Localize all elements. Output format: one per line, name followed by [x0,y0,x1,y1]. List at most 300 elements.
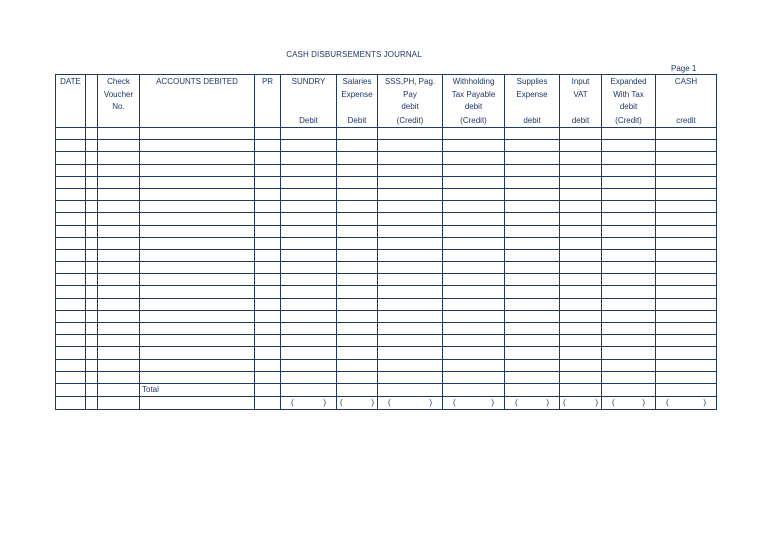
table-cell[interactable] [560,310,602,322]
table-cell[interactable] [255,286,281,298]
table-cell[interactable] [602,310,656,322]
table-cell[interactable] [560,298,602,310]
table-cell[interactable] [56,298,86,310]
table-cell[interactable] [443,152,505,164]
table-cell[interactable] [281,310,337,322]
table-cell[interactable] [255,397,281,409]
table-cell[interactable] [98,298,140,310]
table-cell[interactable] [56,237,86,249]
table-cell[interactable] [98,274,140,286]
table-cell[interactable] [140,371,255,383]
table-cell[interactable] [560,128,602,140]
table-cell[interactable] [505,201,560,213]
table-cell[interactable] [378,140,443,152]
table-cell[interactable] [98,140,140,152]
table-cell[interactable] [602,274,656,286]
table-cell[interactable] [140,225,255,237]
table-cell[interactable] [560,201,602,213]
table-cell[interactable] [140,397,255,409]
table-cell[interactable] [602,323,656,335]
table-cell[interactable] [443,188,505,200]
table-cell[interactable] [560,188,602,200]
table-cell[interactable] [656,347,717,359]
table-cell[interactable] [86,397,98,409]
table-cell[interactable] [443,237,505,249]
table-cell[interactable] [337,164,378,176]
table-cell[interactable] [337,323,378,335]
table-cell[interactable] [656,286,717,298]
total-amount-cell[interactable] [337,397,378,409]
table-cell[interactable] [281,237,337,249]
col-header-subtitle: (Credit) [396,115,424,125]
table-cell[interactable] [281,225,337,237]
table-cell[interactable] [505,347,560,359]
table-cell[interactable] [98,323,140,335]
table-cell[interactable] [656,274,717,286]
table-cell[interactable] [56,262,86,274]
table-cell[interactable] [86,310,98,322]
table-cell[interactable] [337,335,378,347]
table-cell[interactable] [656,176,717,188]
table-cell[interactable] [505,335,560,347]
table-cell[interactable] [98,176,140,188]
table-cell[interactable] [602,225,656,237]
table-cell[interactable] [505,237,560,249]
table-cell[interactable] [86,152,98,164]
table-cell[interactable] [86,237,98,249]
table-cell[interactable] [602,249,656,261]
table-cell[interactable] [560,335,602,347]
table-cell[interactable] [656,310,717,322]
total-amount-cell[interactable] [505,397,560,409]
table-cell[interactable] [656,237,717,249]
table-cell[interactable] [443,371,505,383]
table-cell[interactable] [337,383,378,397]
table-cell[interactable] [443,201,505,213]
table-cell[interactable] [255,262,281,274]
table-cell[interactable] [337,225,378,237]
table-cell[interactable] [255,176,281,188]
table-cell[interactable] [281,347,337,359]
table-cell[interactable] [656,213,717,225]
table-cell[interactable] [56,359,86,371]
table-cell[interactable] [281,274,337,286]
table-cell[interactable] [86,274,98,286]
total-amount-cell[interactable] [656,397,717,409]
table-cell[interactable] [56,140,86,152]
total-amount-cell[interactable] [281,397,337,409]
table-cell[interactable] [140,310,255,322]
table-cell[interactable] [378,237,443,249]
table-cell[interactable] [505,274,560,286]
table-cell[interactable] [98,188,140,200]
table-cell[interactable] [140,188,255,200]
table-cell[interactable] [281,140,337,152]
table-cell[interactable] [56,335,86,347]
table-cell[interactable] [505,359,560,371]
table-cell[interactable] [98,397,140,409]
table-cell[interactable] [443,347,505,359]
table-cell[interactable] [98,164,140,176]
table-cell[interactable] [281,249,337,261]
table-cell[interactable] [443,323,505,335]
table-cell[interactable] [255,359,281,371]
table-cell[interactable] [656,201,717,213]
table-cell[interactable] [337,128,378,140]
table-cell[interactable] [443,164,505,176]
table-cell[interactable] [86,188,98,200]
table-cell[interactable] [255,335,281,347]
table-cell[interactable] [140,262,255,274]
table-cell[interactable] [560,262,602,274]
table-cell[interactable] [378,323,443,335]
table-cell[interactable] [443,298,505,310]
table-cell[interactable] [505,310,560,322]
table-cell[interactable] [602,359,656,371]
table-cell[interactable] [98,310,140,322]
table-cell[interactable] [56,347,86,359]
table-cell[interactable] [86,286,98,298]
table-cell[interactable] [602,335,656,347]
table-cell[interactable] [281,128,337,140]
table-cell[interactable] [255,383,281,397]
table-cell[interactable] [602,383,656,397]
table-cell[interactable] [98,249,140,261]
table-cell[interactable] [443,213,505,225]
table-cell[interactable] [505,249,560,261]
table-cell[interactable] [656,298,717,310]
table-cell[interactable] [656,164,717,176]
table-cell[interactable] [281,188,337,200]
table-cell[interactable] [560,371,602,383]
table-cell[interactable] [98,371,140,383]
table-cell[interactable] [281,176,337,188]
table-cell[interactable] [378,298,443,310]
table-cell[interactable] [443,383,505,397]
table-cell[interactable] [378,213,443,225]
table-cell[interactable] [281,286,337,298]
table-cell[interactable] [337,249,378,261]
table-cell[interactable] [378,164,443,176]
table-cell[interactable] [56,371,86,383]
table-cell[interactable] [602,371,656,383]
table-cell[interactable] [140,249,255,261]
table-cell[interactable] [560,249,602,261]
table-cell[interactable] [378,128,443,140]
table-cell[interactable] [337,359,378,371]
table-cell[interactable] [505,140,560,152]
table-cell[interactable] [140,359,255,371]
table-cell[interactable] [86,347,98,359]
table-cell[interactable] [560,237,602,249]
table-cell[interactable] [656,359,717,371]
table-cell[interactable] [337,274,378,286]
table-cell[interactable] [86,201,98,213]
table-cell[interactable] [86,298,98,310]
table-cell[interactable] [98,359,140,371]
table-cell[interactable] [560,213,602,225]
table-cell[interactable] [560,152,602,164]
table-cell[interactable] [255,128,281,140]
table-cell[interactable] [602,347,656,359]
table-cell[interactable] [378,286,443,298]
table-cell[interactable] [255,140,281,152]
table-cell[interactable] [281,371,337,383]
table-cell[interactable] [255,152,281,164]
table-cell[interactable] [443,335,505,347]
table-cell[interactable] [378,335,443,347]
table-cell[interactable] [98,262,140,274]
table-cell[interactable] [378,249,443,261]
table-cell[interactable] [656,249,717,261]
table-cell[interactable] [443,274,505,286]
table-cell[interactable] [140,128,255,140]
table-cell[interactable] [337,176,378,188]
table-cell[interactable] [505,286,560,298]
table-cell[interactable] [337,371,378,383]
table-cell[interactable] [602,188,656,200]
table-cell[interactable] [86,262,98,274]
table-cell[interactable] [505,164,560,176]
table-cell[interactable] [505,188,560,200]
table-cell[interactable] [86,335,98,347]
table-cell[interactable] [378,310,443,322]
table-cell[interactable] [378,188,443,200]
table-cell[interactable] [505,152,560,164]
table-cell[interactable] [656,152,717,164]
table-cell[interactable] [86,128,98,140]
table-cell[interactable] [337,188,378,200]
table-cell[interactable] [505,323,560,335]
table-cell[interactable] [56,201,86,213]
table-cell[interactable] [443,286,505,298]
table-cell[interactable] [505,298,560,310]
table-cell[interactable] [602,128,656,140]
table-cell[interactable] [86,371,98,383]
table-cell[interactable] [337,152,378,164]
table-cell[interactable] [98,225,140,237]
table-cell[interactable] [443,359,505,371]
table-cell[interactable] [443,249,505,261]
table-cell[interactable] [378,152,443,164]
table-cell[interactable] [98,335,140,347]
table-cell[interactable] [86,140,98,152]
table-cell[interactable] [656,225,717,237]
table-cell[interactable] [140,298,255,310]
table-cell[interactable] [86,323,98,335]
table-cell[interactable] [255,323,281,335]
table-cell[interactable] [560,383,602,397]
table-cell[interactable] [140,274,255,286]
table-cell[interactable] [98,213,140,225]
table-cell[interactable] [140,201,255,213]
table-cell[interactable] [560,359,602,371]
table-cell[interactable] [560,164,602,176]
table-cell[interactable] [560,140,602,152]
table-cell[interactable] [602,213,656,225]
table-cell[interactable] [378,176,443,188]
table-cell[interactable] [140,323,255,335]
table-cell[interactable] [602,176,656,188]
table-cell[interactable] [255,225,281,237]
table-cell[interactable] [378,274,443,286]
table-cell[interactable] [255,164,281,176]
table-cell[interactable] [98,152,140,164]
table-cell[interactable] [56,176,86,188]
table-cell[interactable] [140,164,255,176]
table-cell[interactable] [98,237,140,249]
table-cell[interactable] [560,286,602,298]
table-cell[interactable] [378,371,443,383]
total-amount-cell[interactable] [378,397,443,409]
table-cell[interactable] [86,225,98,237]
table-cell[interactable] [255,237,281,249]
table-cell[interactable] [505,176,560,188]
table-cell[interactable] [560,176,602,188]
table-cell[interactable] [656,335,717,347]
table-cell[interactable] [281,164,337,176]
table-cell[interactable] [443,140,505,152]
table-cell[interactable] [602,201,656,213]
table-cell[interactable] [281,201,337,213]
col-header-line: PR [261,77,274,86]
table-cell[interactable] [86,249,98,261]
table-cell[interactable] [98,347,140,359]
table-cell[interactable] [140,213,255,225]
table-cell[interactable] [98,383,140,397]
table-cell[interactable] [378,383,443,397]
table-cell[interactable] [443,310,505,322]
table-cell[interactable] [337,298,378,310]
table-cell[interactable] [56,152,86,164]
table-cell[interactable] [378,359,443,371]
table-cell[interactable] [602,286,656,298]
table-cell[interactable] [255,274,281,286]
table-cell[interactable] [281,335,337,347]
table-cell[interactable] [56,188,86,200]
table-cell[interactable] [602,140,656,152]
table-cell[interactable] [602,298,656,310]
table-cell[interactable] [378,201,443,213]
table-cell[interactable] [255,201,281,213]
table-cell[interactable] [255,213,281,225]
table-cell[interactable] [656,188,717,200]
table-cell[interactable] [86,164,98,176]
table-cell[interactable] [140,176,255,188]
table-cell[interactable] [560,274,602,286]
table-cell[interactable] [337,347,378,359]
table-cell[interactable] [86,176,98,188]
table-cell[interactable] [656,323,717,335]
table-cell[interactable] [56,128,86,140]
table-cell[interactable] [255,298,281,310]
table-cell[interactable] [255,371,281,383]
table-cell[interactable] [505,128,560,140]
table-cell[interactable] [281,298,337,310]
table-cell[interactable] [140,347,255,359]
table-cell[interactable] [656,383,717,397]
table-cell[interactable] [378,347,443,359]
total-amount-cell[interactable] [443,397,505,409]
table-cell[interactable] [56,225,86,237]
table-cell[interactable] [56,164,86,176]
table-cell[interactable] [337,237,378,249]
table-cell[interactable] [602,164,656,176]
table-cell[interactable] [255,249,281,261]
table-cell[interactable] [56,310,86,322]
table-cell[interactable] [443,128,505,140]
table-cell[interactable] [56,274,86,286]
table-cell[interactable] [86,213,98,225]
table-cell[interactable] [378,262,443,274]
table-cell[interactable] [98,286,140,298]
table-cell[interactable] [443,225,505,237]
table-cell[interactable] [98,201,140,213]
table-cell[interactable] [56,249,86,261]
table-cell[interactable] [140,335,255,347]
table-cell[interactable] [56,383,86,397]
table-cell[interactable] [378,225,443,237]
table-cell[interactable] [337,201,378,213]
table-cell[interactable] [602,262,656,274]
table-cell[interactable] [281,383,337,397]
table-cell[interactable] [602,152,656,164]
table-cell[interactable] [337,213,378,225]
table-cell[interactable] [98,128,140,140]
table-cell[interactable] [337,310,378,322]
table-cell[interactable] [656,371,717,383]
table-cell[interactable] [86,359,98,371]
table-cell[interactable] [337,262,378,274]
table-cell[interactable] [255,188,281,200]
table-cell[interactable] [443,262,505,274]
table-cell[interactable] [281,213,337,225]
table-cell[interactable] [560,225,602,237]
table-cell[interactable] [56,213,86,225]
table-cell[interactable] [602,237,656,249]
table-cell[interactable] [281,152,337,164]
table-cell[interactable] [255,310,281,322]
table-cell[interactable] [656,262,717,274]
table-cell[interactable] [140,152,255,164]
table-cell[interactable] [505,371,560,383]
table-cell[interactable] [337,140,378,152]
table-cell[interactable] [255,347,281,359]
table-cell[interactable] [281,262,337,274]
table-cell[interactable] [56,286,86,298]
table-cell[interactable] [560,347,602,359]
table-cell[interactable] [281,323,337,335]
table-cell[interactable] [140,286,255,298]
table-cell[interactable] [560,323,602,335]
table-cell[interactable] [56,323,86,335]
table-cell[interactable] [443,176,505,188]
table-cell[interactable] [140,140,255,152]
table-cell[interactable] [656,128,717,140]
total-amount-cell[interactable] [602,397,656,409]
table-cell[interactable] [505,213,560,225]
total-amount-cell[interactable] [560,397,602,409]
table-cell[interactable] [656,140,717,152]
table-cell[interactable] [140,237,255,249]
table-cell[interactable] [281,359,337,371]
table-cell[interactable] [505,225,560,237]
table-cell[interactable] [505,262,560,274]
table-cell[interactable] [86,383,98,397]
table-cell[interactable] [56,397,86,409]
table-cell[interactable] [505,383,560,397]
table-cell[interactable] [337,286,378,298]
